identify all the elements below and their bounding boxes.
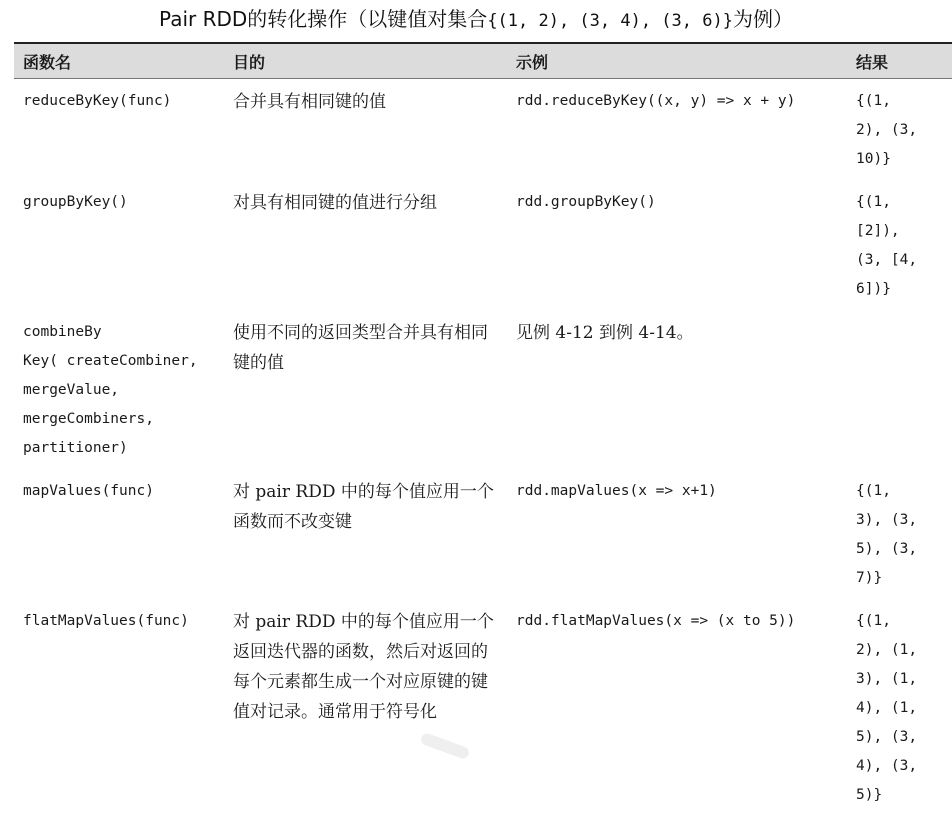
cell-function: reduceByKey(func) (23, 93, 172, 109)
cell-example: rdd.reduceByKey((x, y) => x + y) (516, 93, 796, 109)
table-row (14, 469, 952, 599)
cell-result (847, 310, 952, 469)
cell-result: {(1, 2), (3, 10)} (856, 93, 918, 167)
cell-result: {(1, 3), (3, 5), (3, 7)} (856, 483, 918, 586)
pair-rdd-transformations-table (14, 42, 952, 816)
header-result: 结果 (847, 43, 952, 79)
table-title (0, 6, 952, 36)
title-set: {(1, 2), (3, 4), (3, 6)} (487, 11, 733, 31)
header-function-name: 函数名 (14, 43, 224, 79)
header-example: 示例 (507, 43, 847, 79)
cell-purpose: 合并具有相同键的值 (233, 92, 386, 112)
cell-function: combineBy Key( createCombiner, mergeValue, mergeCombiners, partitioner) (23, 324, 198, 456)
title-prefix: Pair RDD的转化操作（以键值对集合 (159, 7, 488, 31)
table-row (14, 310, 952, 469)
cell-purpose: 对 pair RDD 中的每个值应用一个返回迭代器的函数，然后对返回的每个元素都生成一个对应原键的键值对记录。通常用于符号化 (233, 612, 494, 722)
table-header-row (14, 43, 952, 79)
cell-purpose: 对 pair RDD 中的每个值应用一个函数而不改变键 (233, 482, 494, 532)
cell-example: 见例 4-12 到例 4-14。 (516, 323, 694, 343)
cell-example: rdd.mapValues(x => x+1) (516, 483, 717, 499)
title-suffix: 为例） (732, 7, 793, 31)
table-row (14, 79, 952, 181)
cell-purpose: 使用不同的返回类型合并具有相同键的值 (233, 323, 488, 373)
cell-purpose: 对具有相同键的值进行分组 (233, 193, 437, 213)
cell-example: rdd.flatMapValues(x => (x to 5)) (516, 613, 796, 629)
cell-example: rdd.groupByKey() (516, 194, 656, 210)
cell-function: mapValues(func) (23, 483, 154, 499)
cell-function: flatMapValues(func) (23, 613, 189, 629)
table-row (14, 599, 952, 816)
cell-function: groupByKey() (23, 194, 128, 210)
cell-result: {(1, [2]), (3, [4, 6])} (856, 194, 918, 297)
table-row (14, 180, 952, 310)
cell-result: {(1, 2), (1, 3), (1, 4), (1, 5), (3, 4), (3, 5)} (856, 613, 918, 803)
header-purpose: 目的 (224, 43, 507, 79)
